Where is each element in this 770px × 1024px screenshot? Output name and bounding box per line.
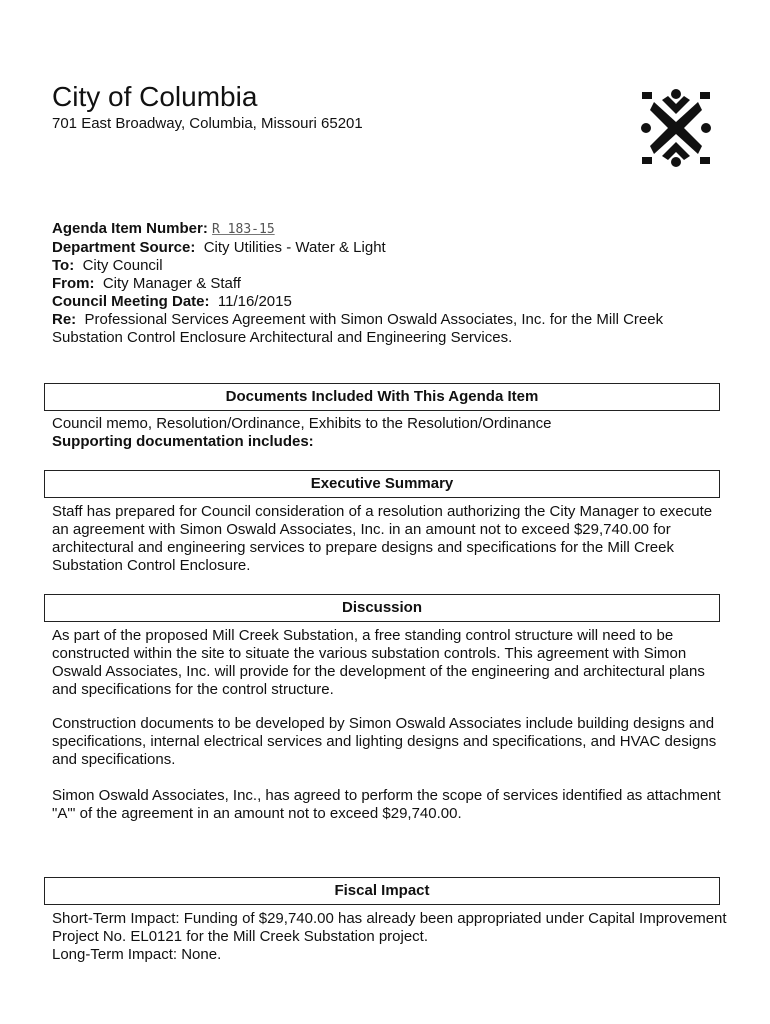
fiscal-impact-heading: Fiscal Impact	[44, 877, 720, 905]
discussion-paragraph-1: As part of the proposed Mill Creek Substation, a free standing control structure will need to be constructed within the site to situate the various substation controls. This agreement with Simon Oswald Associates, Inc. will provide for the development of the engineering and architectural plans and specifications for the control structure.	[52, 627, 705, 698]
executive-summary-text: Staff has prepared for Council consideration of a resolution authorizing the City Manager to execute an agreement with Simon Oswald Associates, Inc. in an amount not to exceed $29,740.00 for architectural and engineering services to prepare designs and specifications for the Mill Creek Substation Control Enclosure.	[52, 503, 713, 574]
re-line: Re: Professional Services Agreement with Simon Oswald Associates, Inc. for the Mill Creek Substation Control Enclosure Architectural and Engineering Services.	[52, 311, 664, 346]
discussion-heading: Discussion	[44, 594, 720, 622]
discussion-paragraph-2: Construction documents to be developed by Simon Oswald Associates include building designs and specifications, internal electrical services and lighting designs and specifications, and HVAC designs and specifications.	[52, 715, 717, 768]
from-line: From: City Manager & Staff	[52, 275, 241, 292]
to-line: To: City Council	[52, 257, 163, 274]
department-source: Department Source: City Utilities - Water & Light	[52, 239, 386, 256]
long-term-impact: Long-Term Impact: None.	[52, 946, 222, 963]
documents-list: Council memo, Resolution/Ordinance, Exhibits to the Resolution/Ordinance	[52, 415, 552, 432]
agenda-item-number: Agenda Item Number: R 183-15	[52, 220, 275, 237]
executive-summary-heading: Executive Summary	[44, 470, 720, 498]
agenda-meta	[52, 220, 732, 347]
discussion-paragraph-3: Simon Oswald Associates, Inc., has agreed to perform the scope of services identified as attachment "A"' of the agreement in an amount not to exceed $29,740.00.	[52, 787, 721, 822]
meeting-date: Council Meeting Date: 11/16/2015	[52, 293, 292, 310]
page-title: City of Columbia	[52, 81, 258, 112]
short-term-impact: Short-Term Impact: Funding of $29,740.00 has already been appropriated under Capital Improvement Project No. EL0121 for the Mill Creek Substation project.	[52, 910, 727, 945]
documents-heading: Documents Included With This Agenda Item	[44, 383, 720, 411]
city-logo-icon	[640, 88, 712, 168]
supporting-docs-label: Supporting documentation includes:	[52, 433, 314, 450]
city-address: 701 East Broadway, Columbia, Missouri 65201	[52, 115, 363, 132]
